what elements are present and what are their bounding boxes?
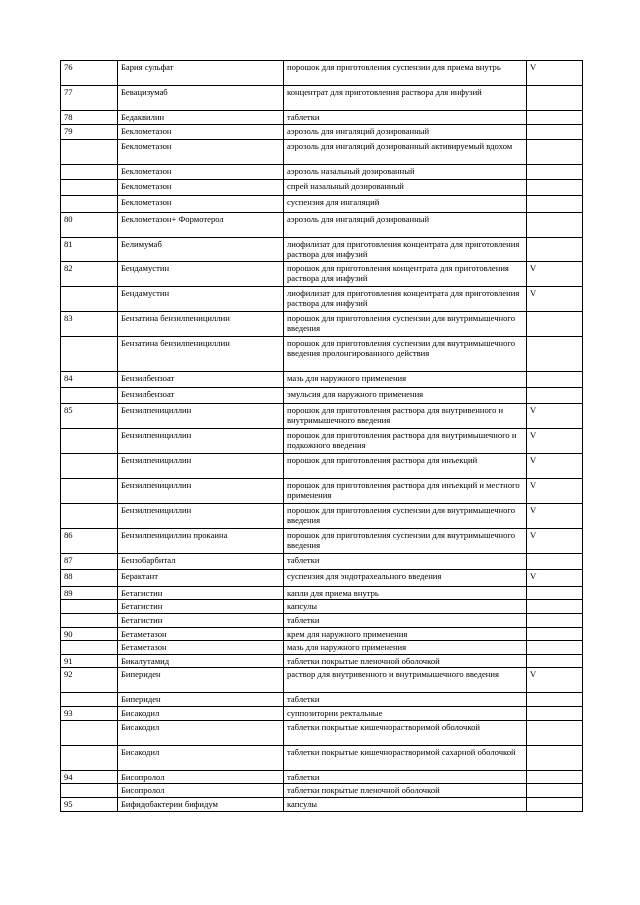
vital-mark-cell: V [527, 261, 583, 286]
drug-name-cell: Беклометазон+ Формотерол [118, 212, 284, 237]
row-number-cell [61, 720, 118, 745]
vital-mark-cell [527, 693, 583, 707]
table-row [61, 403, 583, 428]
vital-mark-cell [527, 706, 583, 720]
vital-mark-cell: V [527, 286, 583, 311]
table-row [61, 61, 583, 86]
row-number-cell [61, 693, 118, 707]
drug-name-cell: Берактант [118, 569, 284, 586]
dosage-form-cell: порошок для приготовления суспензии для внутримышечного введения [284, 528, 527, 553]
vital-mark-cell: V [527, 569, 583, 586]
drug-name-cell: Бензилбензоат [118, 371, 284, 387]
drug-name-cell: Бисопролол [118, 784, 284, 798]
dosage-form-cell: порошок для приготовления раствора для инъекций и местного применения [284, 478, 527, 503]
table-row [61, 336, 583, 371]
drug-name-cell: Бевацизумаб [118, 86, 284, 111]
drug-name-cell: Бендамустин [118, 261, 284, 286]
drug-name-cell: Бензилпенициллин [118, 453, 284, 478]
dosage-form-cell: капсулы [284, 798, 527, 812]
drug-name-cell: Бипериден [118, 668, 284, 693]
table-row [61, 371, 583, 387]
table-row [61, 745, 583, 770]
table-row [61, 706, 583, 720]
dosage-form-cell: порошок для приготовления суспензии для внутримышечного введения [284, 311, 527, 336]
drug-name-cell: Бензобарбитал [118, 553, 284, 569]
table-row [61, 237, 583, 261]
dosage-form-cell: таблетки покрытые пленочной оболочкой [284, 654, 527, 668]
table-row [61, 387, 583, 403]
dosage-form-cell: порошок для приготовления концентрата для приготовления раствора для инфузий [284, 261, 527, 286]
drug-name-cell: Бетагистин [118, 600, 284, 614]
dosage-form-cell: порошок для приготовления раствора для инъекций [284, 453, 527, 478]
table-row [61, 569, 583, 586]
drug-name-cell: Бисакодил [118, 706, 284, 720]
table-row [61, 139, 583, 164]
vital-mark-cell: V [527, 403, 583, 428]
vital-mark-cell: V [527, 453, 583, 478]
vital-mark-cell: V [527, 61, 583, 86]
dosage-form-cell: спрей назальный дозированный [284, 179, 527, 195]
vital-mark-cell [527, 195, 583, 212]
row-number-cell [61, 195, 118, 212]
dosage-form-cell: таблетки [284, 613, 527, 627]
dosage-form-cell: таблетки [284, 770, 527, 784]
table-row [61, 528, 583, 553]
drug-name-cell: Бензилпенициллин [118, 503, 284, 528]
dosage-form-cell: лиофилизат для приготовления концентрата для приготовления раствора для инфузий [284, 237, 527, 261]
drug-name-cell: Бисакодил [118, 720, 284, 745]
table-row [61, 124, 583, 139]
dosage-form-cell: раствор для внутривенного и внутримышечного введения [284, 668, 527, 693]
table-row [61, 553, 583, 569]
drug-name-cell: Бетагистин [118, 613, 284, 627]
table-row [61, 770, 583, 784]
vital-mark-cell [527, 86, 583, 111]
dosage-form-cell: порошок для приготовления раствора для внутримышечного и подкожного введения [284, 428, 527, 453]
row-number-cell [61, 428, 118, 453]
row-number-cell: 94 [61, 770, 118, 784]
row-number-cell [61, 164, 118, 179]
row-number-cell: 87 [61, 553, 118, 569]
row-number-cell [61, 600, 118, 614]
row-number-cell [61, 336, 118, 371]
row-number-cell: 88 [61, 569, 118, 586]
row-number-cell [61, 641, 118, 655]
row-number-cell [61, 613, 118, 627]
dosage-form-cell: аэрозоль для ингаляций дозированный [284, 124, 527, 139]
table-row [61, 586, 583, 600]
dosage-form-cell: таблетки покрытые кишечнорастворимой оболочкой [284, 720, 527, 745]
vital-mark-cell [527, 784, 583, 798]
drug-name-cell: Бензилбензоат [118, 387, 284, 403]
row-number-cell: 91 [61, 654, 118, 668]
table-row [61, 111, 583, 125]
row-number-cell: 79 [61, 124, 118, 139]
row-number-cell: 93 [61, 706, 118, 720]
drug-name-cell: Бетагистин [118, 586, 284, 600]
vital-mark-cell [527, 164, 583, 179]
dosage-form-cell: суспензия для эндотрахеального введения [284, 569, 527, 586]
vital-mark-cell [527, 111, 583, 125]
table-row [61, 478, 583, 503]
vital-mark-cell [527, 627, 583, 641]
table-row [61, 613, 583, 627]
row-number-cell: 84 [61, 371, 118, 387]
vital-mark-cell: V [527, 668, 583, 693]
dosage-form-cell: суспензия для ингаляций [284, 195, 527, 212]
dosage-form-cell: аэрозоль назальный дозированный [284, 164, 527, 179]
table-row [61, 453, 583, 478]
drug-list-table [60, 60, 583, 812]
drug-name-cell: Бензилпенициллин [118, 478, 284, 503]
drug-name-cell: Бифидобактерии бифидум [118, 798, 284, 812]
dosage-form-cell: аэрозоль для ингаляций дозированный [284, 212, 527, 237]
drug-name-cell: Бензилпенициллин [118, 428, 284, 453]
vital-mark-cell: V [527, 428, 583, 453]
row-number-cell: 90 [61, 627, 118, 641]
dosage-form-cell: суппозитории ректальные [284, 706, 527, 720]
row-number-cell: 78 [61, 111, 118, 125]
vital-mark-cell [527, 720, 583, 745]
drug-name-cell: Беклометазон [118, 179, 284, 195]
drug-name-cell: Бедаквилин [118, 111, 284, 125]
vital-mark-cell [527, 139, 583, 164]
dosage-form-cell: таблетки [284, 693, 527, 707]
table-row [61, 600, 583, 614]
table-row [61, 195, 583, 212]
table-row [61, 179, 583, 195]
vital-mark-cell [527, 212, 583, 237]
dosage-form-cell: капсулы [284, 600, 527, 614]
table-row [61, 286, 583, 311]
table-row [61, 720, 583, 745]
row-number-cell [61, 139, 118, 164]
vital-mark-cell [527, 124, 583, 139]
drug-name-cell: Бария сульфат [118, 61, 284, 86]
table-row [61, 212, 583, 237]
vital-mark-cell [527, 613, 583, 627]
table-row [61, 668, 583, 693]
drug-name-cell: Бензилпенициллин [118, 403, 284, 428]
drug-name-cell: Белимумаб [118, 237, 284, 261]
row-number-cell [61, 478, 118, 503]
row-number-cell [61, 503, 118, 528]
vital-mark-cell [527, 371, 583, 387]
dosage-form-cell: крем для наружного применения [284, 627, 527, 641]
table-row [61, 261, 583, 286]
vital-mark-cell [527, 387, 583, 403]
drug-name-cell: Бетаметазон [118, 627, 284, 641]
row-number-cell: 85 [61, 403, 118, 428]
drug-name-cell: Беклометазон [118, 164, 284, 179]
row-number-cell: 83 [61, 311, 118, 336]
drug-name-cell: Бикалутамид [118, 654, 284, 668]
vital-mark-cell [527, 654, 583, 668]
dosage-form-cell: капли для приема внутрь [284, 586, 527, 600]
dosage-form-cell: концентрат для приготовления раствора для инфузий [284, 86, 527, 111]
dosage-form-cell: порошок для приготовления суспензии для приема внутрь [284, 61, 527, 86]
dosage-form-cell: порошок для приготовления раствора для внутривенного и внутримышечного введения [284, 403, 527, 428]
row-number-cell [61, 286, 118, 311]
drug-name-cell: Бисакодил [118, 745, 284, 770]
dosage-form-cell: таблетки [284, 111, 527, 125]
drug-name-cell: Бипериден [118, 693, 284, 707]
vital-mark-cell [527, 553, 583, 569]
vital-mark-cell [527, 641, 583, 655]
drug-name-cell: Бензатина бензилпенициллин [118, 311, 284, 336]
drug-name-cell: Бензилпенициллин прокаина [118, 528, 284, 553]
row-number-cell [61, 179, 118, 195]
vital-mark-cell [527, 237, 583, 261]
table-row [61, 627, 583, 641]
row-number-cell: 80 [61, 212, 118, 237]
table-row [61, 654, 583, 668]
vital-mark-cell [527, 179, 583, 195]
row-number-cell [61, 745, 118, 770]
drug-name-cell: Бисопролол [118, 770, 284, 784]
dosage-form-cell: аэрозоль для ингаляций дозированный активируемый вдохом [284, 139, 527, 164]
table-row [61, 164, 583, 179]
row-number-cell: 76 [61, 61, 118, 86]
dosage-form-cell: таблетки [284, 553, 527, 569]
drug-name-cell: Беклометазон [118, 124, 284, 139]
row-number-cell: 81 [61, 237, 118, 261]
table-row [61, 784, 583, 798]
row-number-cell: 89 [61, 586, 118, 600]
table-row [61, 641, 583, 655]
table-row [61, 311, 583, 336]
drug-list-body [61, 61, 583, 812]
vital-mark-cell [527, 770, 583, 784]
dosage-form-cell: таблетки покрытые пленочной оболочкой [284, 784, 527, 798]
row-number-cell: 77 [61, 86, 118, 111]
row-number-cell [61, 784, 118, 798]
vital-mark-cell [527, 311, 583, 336]
dosage-form-cell: лиофилизат для приготовления концентрата для приготовления раствора для инфузий [284, 286, 527, 311]
drug-name-cell: Бендамустин [118, 286, 284, 311]
table-row [61, 798, 583, 812]
vital-mark-cell [527, 586, 583, 600]
vital-mark-cell [527, 798, 583, 812]
drug-name-cell: Бетаметазон [118, 641, 284, 655]
dosage-form-cell: порошок для приготовления суспензии для внутримышечного введения пролонгированного действия [284, 336, 527, 371]
vital-mark-cell [527, 336, 583, 371]
row-number-cell: 92 [61, 668, 118, 693]
vital-mark-cell [527, 745, 583, 770]
vital-mark-cell: V [527, 503, 583, 528]
table-row [61, 503, 583, 528]
dosage-form-cell: порошок для приготовления суспензии для внутримышечного введения [284, 503, 527, 528]
vital-mark-cell: V [527, 528, 583, 553]
dosage-form-cell: таблетки покрытые кишечнорастворимой сахарной оболочкой [284, 745, 527, 770]
table-row [61, 428, 583, 453]
row-number-cell [61, 453, 118, 478]
vital-mark-cell [527, 600, 583, 614]
dosage-form-cell: мазь для наружного применения [284, 641, 527, 655]
row-number-cell: 82 [61, 261, 118, 286]
row-number-cell: 95 [61, 798, 118, 812]
dosage-form-cell: эмульсия для наружного применения [284, 387, 527, 403]
drug-name-cell: Бензатина бензилпенициллин [118, 336, 284, 371]
drug-name-cell: Беклометазон [118, 195, 284, 212]
drug-name-cell: Беклометазон [118, 139, 284, 164]
table-row [61, 693, 583, 707]
dosage-form-cell: мазь для наружного применения [284, 371, 527, 387]
table-row [61, 86, 583, 111]
vital-mark-cell: V [527, 478, 583, 503]
row-number-cell [61, 387, 118, 403]
row-number-cell: 86 [61, 528, 118, 553]
